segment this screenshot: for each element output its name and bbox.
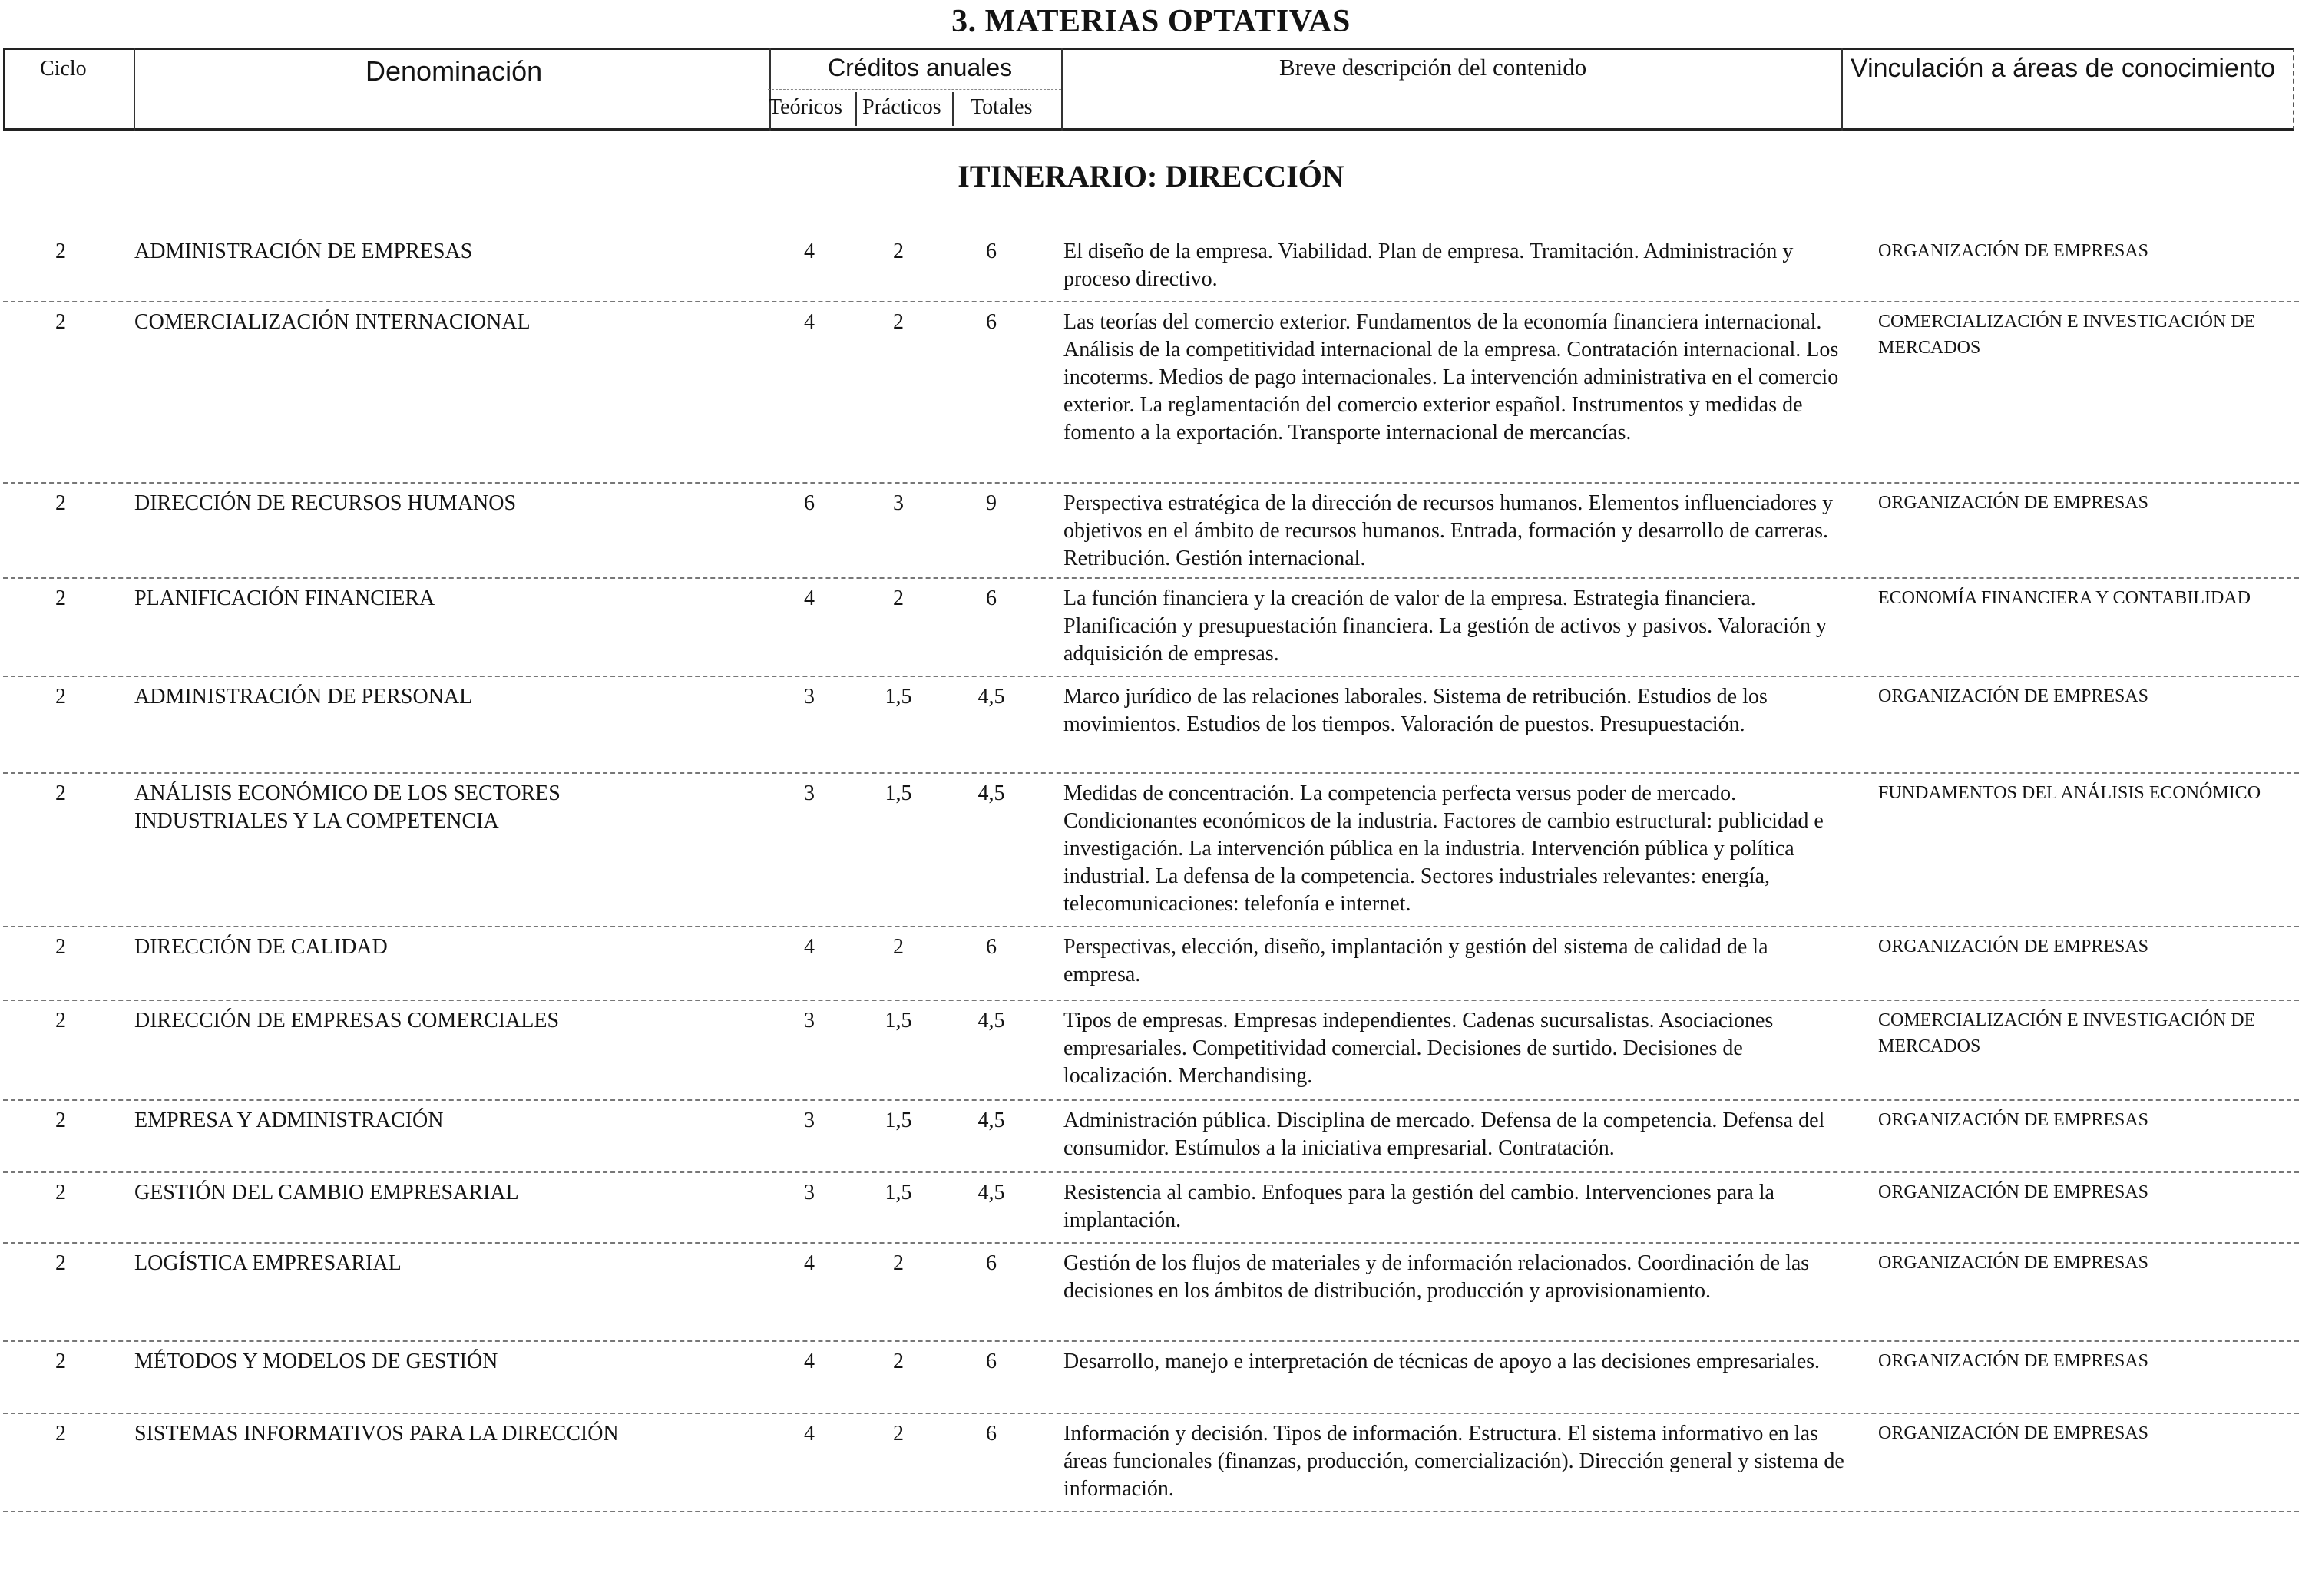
row-denominacion: GESTIÓN DEL CAMBIO EMPRESARIAL [134, 1181, 519, 1204]
row-area: ORGANIZACIÓN DE EMPRESAS [1878, 1423, 2149, 1443]
row-area: COMERCIALIZACIÓN E INVESTIGACIÓN DE MERCADOS [1878, 312, 2256, 358]
row-practicos: 2 [893, 310, 904, 334]
row-area: ORGANIZACIÓN DE EMPRESAS [1878, 1110, 2149, 1130]
row-divider [3, 926, 2299, 927]
row-totales: 6 [986, 587, 997, 610]
row-descripcion: Perspectivas, elección, diseño, implantación y gestión del sistema de calidad de la empresa. [1063, 935, 1768, 986]
row-ciclo: 2 [55, 781, 66, 805]
row-denominacion: DIRECCIÓN DE EMPRESAS COMERCIALES [134, 1009, 560, 1033]
row-teoricos: 6 [804, 491, 815, 515]
row-totales: 6 [986, 240, 997, 263]
header-vinculacion: Vinculación a áreas de conocimiento [1851, 54, 2276, 83]
row-area: ORGANIZACIÓN DE EMPRESAS [1878, 1182, 2149, 1202]
row-denominacion: COMERCIALIZACIÓN INTERNACIONAL [134, 310, 531, 334]
row-teoricos: 4 [804, 240, 815, 263]
row-descripcion: Administración pública. Disciplina de mercado. Defensa de la competencia. Defensa del consumidor. Estímulos a la iniciativa empresarial. Contratación. [1063, 1109, 1825, 1160]
row-divider [3, 772, 2299, 774]
row-totales: 4,5 [977, 1109, 1005, 1132]
row-denominacion: ANÁLISIS ECONÓMICO DE LOS SECTORES INDUSTRIALES Y LA COMPETENCIA [134, 781, 561, 833]
row-totales: 6 [986, 310, 997, 334]
row-totales: 6 [986, 935, 997, 959]
header-creditos: Créditos anuales [828, 54, 1013, 81]
row-practicos: 2 [893, 1422, 904, 1446]
row-totales: 6 [986, 1251, 997, 1275]
row-teoricos: 3 [804, 1181, 815, 1204]
row-descripcion: Perspectiva estratégica de la dirección de recursos humanos. Elementos influenciadores y objetivos en el ámbito de recursos humanos. Entrada, formación y desarrollo de carreras. Retribución. Gestión internacional. [1063, 491, 1834, 570]
row-practicos: 1,5 [885, 1181, 912, 1204]
header-divider [134, 48, 135, 131]
row-divider [3, 301, 2299, 302]
row-teoricos: 4 [804, 587, 815, 610]
row-practicos: 1,5 [885, 685, 912, 709]
row-area: ORGANIZACIÓN DE EMPRESAS [1878, 937, 2149, 957]
row-divider [3, 482, 2299, 484]
row-teoricos: 3 [804, 1109, 815, 1132]
row-ciclo: 2 [55, 587, 66, 610]
row-divider [3, 1511, 2299, 1512]
row-denominacion: DIRECCIÓN DE RECURSOS HUMANOS [134, 491, 517, 515]
row-practicos: 2 [893, 587, 904, 610]
row-ciclo: 2 [55, 1251, 66, 1275]
row-divider [3, 1099, 2299, 1101]
row-descripcion: Información y decisión. Tipos de información. Estructura. El sistema informativo en las áreas funcionales (finanzas, producción, comercialización). Dirección general y sistema de información. [1063, 1422, 1844, 1501]
row-teoricos: 4 [804, 1422, 815, 1446]
row-divider [3, 1171, 2299, 1173]
row-ciclo: 2 [55, 1009, 66, 1033]
row-denominacion: PLANIFICACIÓN FINANCIERA [134, 587, 435, 610]
itinerary-title: ITINERARIO: DIRECCIÓN [958, 159, 1344, 193]
row-practicos: 1,5 [885, 1109, 912, 1132]
row-descripcion: Medidas de concentración. La competencia perfecta versus poder de mercado. Condicionantes económicos de la industria. Factores de cambio estructural: publicidad e investigación. La intervención pública en la industria. Intervención pública y política industrial. La defensa de la competencia. Sectores industriales relevantes: energía, telecomunicaciones: telefonía e internet. [1063, 781, 1824, 916]
row-teoricos: 3 [804, 685, 815, 709]
row-ciclo: 2 [55, 1181, 66, 1204]
row-totales: 4,5 [977, 1181, 1005, 1204]
credits-subdivider [768, 89, 1061, 90]
row-descripcion: El diseño de la empresa. Viabilidad. Plan de empresa. Tramitación. Administración y proceso directivo. [1063, 240, 1794, 291]
row-ciclo: 2 [55, 240, 66, 263]
credits-subdivider [952, 92, 954, 126]
row-ciclo: 2 [55, 1422, 66, 1446]
row-descripcion: Gestión de los flujos de materiales y de información relacionados. Coordinación de las decisiones en los ámbitos de distribución, producción y aprovisionamiento. [1063, 1251, 1810, 1303]
row-area: ORGANIZACIÓN DE EMPRESAS [1878, 1253, 2149, 1273]
row-descripcion: La función financiera y la creación de valor de la empresa. Estrategia financiera. Planificación y presupuestación financiera. La gestión de activos y pasivos. Valoración y adquisición de empresas. [1063, 587, 1827, 666]
row-totales: 9 [986, 491, 997, 515]
header-totales: Totales [971, 95, 1033, 119]
row-ciclo: 2 [55, 310, 66, 334]
row-totales: 6 [986, 1422, 997, 1446]
row-ciclo: 2 [55, 1350, 66, 1373]
row-descripcion: Desarrollo, manejo e interpretación de técnicas de apoyo a las decisiones empresariales. [1063, 1350, 1821, 1373]
row-denominacion: ADMINISTRACIÓN DE PERSONAL [134, 685, 473, 709]
row-denominacion: MÉTODOS Y MODELOS DE GESTIÓN [134, 1350, 498, 1373]
row-practicos: 3 [893, 491, 904, 515]
row-totales: 4,5 [977, 781, 1005, 805]
row-descripcion: Tipos de empresas. Empresas independientes. Cadenas sucursalistas. Asociaciones empresariales. Competitividad comercial. Decisiones de surtido. Decisiones de localización. Merchandising. [1063, 1009, 1774, 1088]
row-denominacion: ADMINISTRACIÓN DE EMPRESAS [134, 240, 473, 263]
row-practicos: 2 [893, 1251, 904, 1275]
header-descripcion: Breve descripción del contenido [1279, 54, 1587, 81]
row-denominacion: LOGÍSTICA EMPRESARIAL [134, 1251, 402, 1275]
row-area: ECONOMÍA FINANCIERA Y CONTABILIDAD [1878, 588, 2251, 608]
header-divider [1841, 48, 1843, 131]
row-practicos: 2 [893, 935, 904, 959]
row-totales: 6 [986, 1350, 997, 1373]
header-divider [1061, 48, 1063, 131]
row-practicos: 2 [893, 1350, 904, 1373]
row-area: ORGANIZACIÓN DE EMPRESAS [1878, 241, 2149, 261]
row-teoricos: 4 [804, 1251, 815, 1275]
row-divider [3, 577, 2299, 579]
credits-subdivider [855, 92, 857, 126]
row-area: ORGANIZACIÓN DE EMPRESAS [1878, 1351, 2149, 1371]
row-totales: 4,5 [977, 1009, 1005, 1033]
row-practicos: 1,5 [885, 1009, 912, 1033]
row-teoricos: 4 [804, 1350, 815, 1373]
row-divider [3, 1340, 2299, 1342]
header-teoricos: Teóricos [769, 95, 843, 119]
row-area: ORGANIZACIÓN DE EMPRESAS [1878, 493, 2149, 513]
row-teoricos: 4 [804, 935, 815, 959]
row-ciclo: 2 [55, 491, 66, 515]
row-teoricos: 4 [804, 310, 815, 334]
header-practicos: Prácticos [862, 95, 941, 119]
row-denominacion: EMPRESA Y ADMINISTRACIÓN [134, 1109, 444, 1132]
row-descripcion: Marco jurídico de las relaciones laborales. Sistema de retribución. Estudios de los movimientos. Estudios de los tiempos. Valoración de puestos. Presupuestación. [1063, 685, 1768, 736]
header-ciclo: Ciclo [40, 57, 87, 81]
row-divider [3, 1000, 2299, 1001]
header-denominacion: Denominación [365, 55, 543, 87]
page-title: 3. MATERIAS OPTATIVAS [951, 4, 1351, 39]
row-divider [3, 1413, 2299, 1414]
row-practicos: 2 [893, 240, 904, 263]
row-divider [3, 676, 2299, 677]
row-divider [3, 1242, 2299, 1244]
row-practicos: 1,5 [885, 781, 912, 805]
row-area: ORGANIZACIÓN DE EMPRESAS [1878, 686, 2149, 706]
row-teoricos: 3 [804, 781, 815, 805]
row-area: FUNDAMENTOS DEL ANÁLISIS ECONÓMICO [1878, 783, 2261, 803]
row-denominacion: DIRECCIÓN DE CALIDAD [134, 935, 388, 959]
row-area: COMERCIALIZACIÓN E INVESTIGACIÓN DE MERCADOS [1878, 1010, 2256, 1056]
row-teoricos: 3 [804, 1009, 815, 1033]
row-ciclo: 2 [55, 935, 66, 959]
row-descripcion: Las teorías del comercio exterior. Fundamentos de la economía financiera internacional. Análisis de la competitividad internacional de la empresa. Contratación internacional. Los incoterms. Medios de pago internacionales. La intervención administrativa en el comercio exterior. La reglamentación del comercio exterior español. Instrumentos y medidas de fomento a la exportación. Transporte internacional de mercancías. [1063, 310, 1839, 444]
row-ciclo: 2 [55, 1109, 66, 1132]
row-denominacion: SISTEMAS INFORMATIVOS PARA LA DIRECCIÓN [134, 1422, 619, 1446]
row-descripcion: Resistencia al cambio. Enfoques para la gestión del cambio. Intervenciones para la implantación. [1063, 1181, 1774, 1232]
row-totales: 4,5 [977, 685, 1005, 709]
row-ciclo: 2 [55, 685, 66, 709]
